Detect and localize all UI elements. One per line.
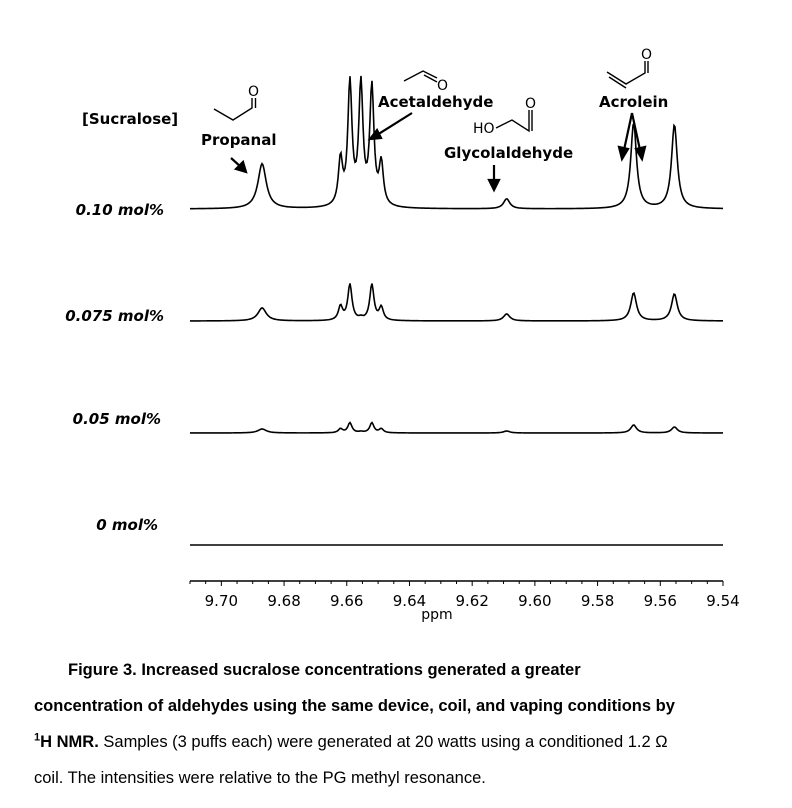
glycolaldehyde-oxygen: O (525, 96, 537, 112)
annotation-acetaldehyde: Acetaldehyde (378, 93, 494, 111)
annotation-propanal: Propanal (201, 131, 277, 149)
x-tick-label: 9.70 (204, 592, 239, 610)
x-tick-label: 9.62 (455, 592, 489, 610)
x-tick-label: 9.56 (643, 592, 677, 610)
annotation-acrolein: Acrolein (599, 93, 669, 111)
acrolein-arrow-left (624, 113, 632, 150)
glycolaldehyde-hydroxyl: HO (473, 121, 495, 137)
caption-superscript: 1 (34, 731, 41, 744)
x-tick-label: 9.58 (580, 592, 615, 610)
acetaldehyde-structure (404, 71, 437, 82)
acetaldehyde-arrowhead (370, 130, 381, 139)
caption-line-4 (34, 760, 764, 796)
sucralose-group-label: [Sucralose] (82, 110, 179, 128)
annotation-arrows (231, 113, 645, 190)
glycolaldehyde-arrowhead (489, 180, 499, 190)
caption-body-cont: coil. The intensities were relative to the PG methyl resonance. (34, 769, 486, 787)
series-label-0.10: 0.10 mol% (75, 201, 164, 219)
acrolein-arrowhead-left (619, 147, 628, 159)
x-tick-label: 9.64 (392, 592, 427, 610)
series-label-0.05: 0.05 mol% (72, 410, 161, 428)
spectrum-trace (190, 423, 723, 433)
caption-line-2 (34, 688, 764, 724)
x-tick-label: 9.66 (330, 592, 364, 610)
spectrum-trace (190, 283, 723, 320)
acetaldehyde-oxygen: O (437, 78, 449, 94)
series-label-0: 0 mol% (96, 516, 158, 534)
caption-title-cont: concentration of aldehydes using the same device, coil, and vaping conditions by (34, 697, 675, 715)
x-axis-label: ppm (421, 607, 453, 623)
acrolein-arrowhead-right (636, 147, 645, 159)
caption-title: Figure 3. Increased sucralose concentrations generated a greater (68, 661, 581, 679)
x-tick-label: 9.60 (518, 592, 552, 610)
caption-line-1 (68, 652, 792, 688)
x-tick-label: 9.68 (267, 592, 301, 610)
caption-line-3 (34, 724, 764, 760)
propanal-structure (214, 98, 256, 120)
caption-body: Samples (3 puffs each) were generated at 20 watts using a conditioned 1.2 Ω (98, 733, 668, 751)
acrolein-oxygen: O (641, 47, 653, 63)
acetaldehyde-arrow (377, 113, 412, 135)
x-tick-label: 9.54 (706, 592, 740, 610)
annotation-glycolaldehyde: Glycolaldehyde (444, 144, 574, 162)
caption-method: H NMR. (40, 733, 99, 751)
glycolaldehyde-structure (496, 110, 532, 131)
series-label-0.075: 0.075 mol% (65, 307, 164, 325)
x-axis (190, 581, 740, 610)
acrolein-structure (607, 61, 648, 88)
propanal-oxygen: O (248, 84, 260, 100)
